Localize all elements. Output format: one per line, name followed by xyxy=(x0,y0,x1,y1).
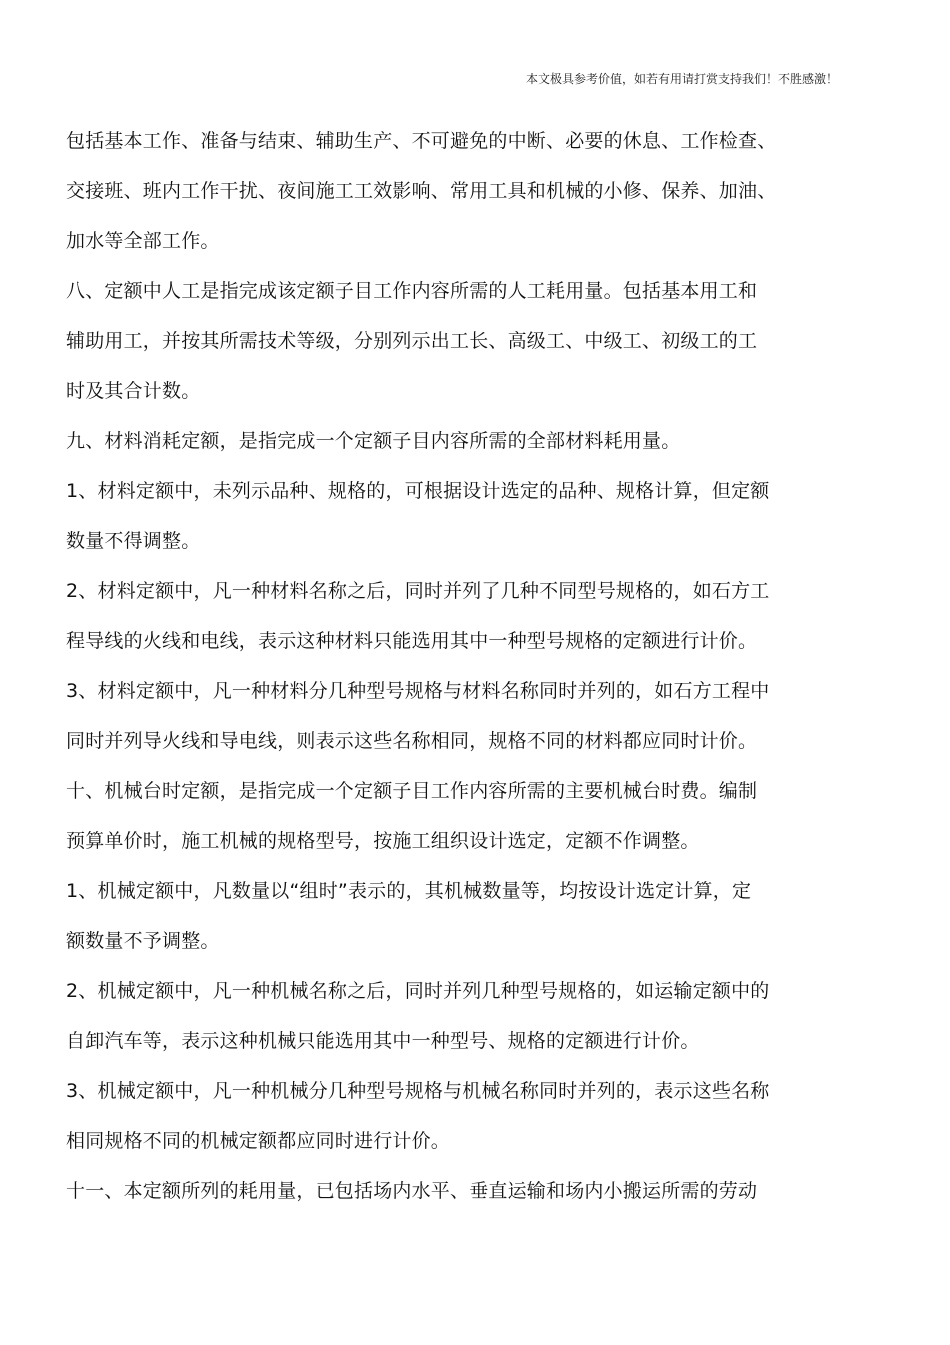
text-line: 九、材料消耗定额，是指完成一个定额子目内容所需的全部材料耗用量。 xyxy=(66,430,681,452)
text-line: 自卸汽车等，表示这种机械只能选用其中一种型号、规格的定额进行计价。 xyxy=(66,1030,700,1052)
text-line: 同时并列导火线和导电线，则表示这些名称相同，规格不同的材料都应同时计价。 xyxy=(66,730,758,752)
text-line: 2、机械定额中，凡一种机械名称之后，同时并列几种型号规格的，如运输定额中的 xyxy=(66,980,770,1002)
text-line: 包括基本工作、准备与结束、辅助生产、不可避免的中断、必要的休息、工作检查、 xyxy=(66,130,777,152)
text-line: 交接班、班内工作干扰、夜间施工工效影响、常用工具和机械的小修、保养、加油、 xyxy=(66,180,777,202)
text-line: 1、材料定额中，未列示品种、规格的，可根据设计选定的品种、规格计算，但定额 xyxy=(66,480,770,502)
text-line: 2、材料定额中，凡一种材料名称之后，同时并列了几种不同型号规格的，如石方工 xyxy=(66,580,770,602)
text-line: 额数量不予调整。 xyxy=(66,930,220,952)
document-text xyxy=(66,116,846,1216)
text-line: 1、机械定额中，凡数量以“组时”表示的，其机械数量等，均按设计选定计算，定 xyxy=(66,880,752,902)
text-line: 十一、本定额所列的耗用量，已包括场内水平、垂直运输和场内小搬运所需的劳动 xyxy=(66,1180,758,1202)
text-line: 数量不得调整。 xyxy=(66,530,201,552)
header-note: 本文极具参考价值，如若有用请打赏支持我们！不胜感激！ xyxy=(525,72,838,86)
text-line: 辅助用工，并按其所需技术等级，分别列示出工长、高级工、中级工、初级工的工 xyxy=(66,330,758,352)
text-line: 3、材料定额中，凡一种材料分几种型号规格与材料名称同时并列的，如石方工程中 xyxy=(66,680,770,702)
text-line: 时及其合计数。 xyxy=(66,380,201,402)
text-line: 预算单价时，施工机械的规格型号，按施工组织设计选定，定额不作调整。 xyxy=(66,830,700,852)
text-line: 相同规格不同的机械定额都应同时进行计价。 xyxy=(66,1130,451,1152)
text-line: 加水等全部工作。 xyxy=(66,230,220,252)
document-body xyxy=(66,116,846,1216)
text-line: 程导线的火线和电线，表示这种材料只能选用其中一种型号规格的定额进行计价。 xyxy=(66,630,758,652)
text-line: 十、机械台时定额，是指完成一个定额子目工作内容所需的主要机械台时费。编制 xyxy=(66,780,758,802)
text-line: 3、机械定额中，凡一种机械分几种型号规格与机械名称同时并列的，表示这些名称 xyxy=(66,1080,770,1102)
text-line: 八、定额中人工是指完成该定额子目工作内容所需的人工耗用量。包括基本用工和 xyxy=(66,280,758,302)
